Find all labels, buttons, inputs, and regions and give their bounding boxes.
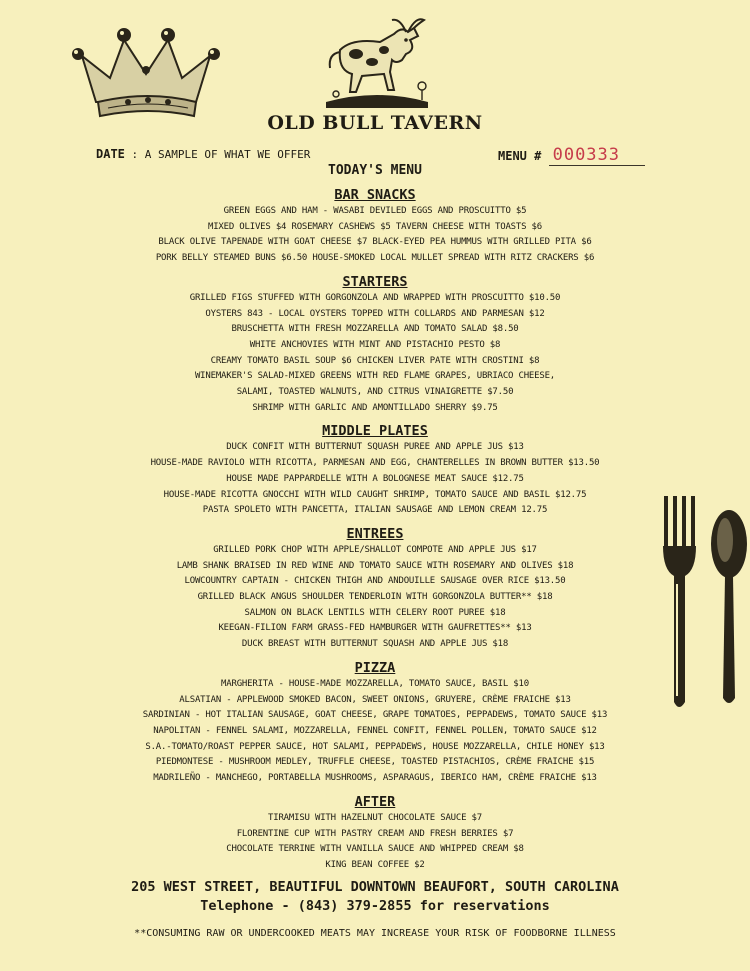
crown-icon	[68, 20, 228, 120]
phone: Telephone - (843) 379-2855 for reservations	[200, 898, 550, 914]
address: 205 WEST STREET, BEAUTIFUL DOWNTOWN BEAUFORT, SOUTH CAROLINA	[131, 879, 619, 895]
section-title: AFTER	[354, 793, 396, 810]
menu-item: LAMB SHANK BRAISED IN RED WINE AND TOMATO SAUCE WITH ROSEMARY AND OLIVES $18	[176, 560, 574, 571]
menu-item: HOUSE MADE PAPPARDELLE WITH A BOLOGNESE MEAT SAUCE $12.75	[226, 473, 524, 484]
menu-item: BRUSCHETTA WITH FRESH MOZZARELLA AND TOMATO SALAD $8.50	[231, 324, 519, 335]
menu-item: SHRIMP WITH GARLIC AND AMONTILLADO SHERRY $9.75	[252, 402, 498, 413]
section-title: PIZZA	[354, 659, 396, 676]
menu-item: TIRAMISU WITH HAZELNUT CHOCOLATE SAUCE $7	[268, 812, 482, 823]
section-starters	[0, 273, 750, 417]
menu-item: DUCK CONFIT WITH BUTTERNUT SQUASH PUREE AND APPLE JUS $13	[226, 442, 524, 453]
menu-item: GRILLED PORK CHOP WITH APPLE/SHALLOT COMPOTE AND APPLE JUS $17	[213, 544, 537, 555]
section-title: BAR SNACKS	[334, 187, 416, 203]
menu-item: SALAMI, TOASTED WALNUTS, AND CITRUS VINAIGRETTE $7.50	[236, 387, 514, 398]
health-warning: **CONSUMING RAW OR UNDERCOOKED MEATS MAY INCREASE YOUR RISK OF FOODBORNE ILLNESS	[134, 928, 616, 939]
menu-item: HOUSE-MADE RICOTTA GNOCCHI WITH WILD CAUGHT SHRIMP, TOMATO SAUCE AND BASIL $12.75	[163, 489, 587, 500]
menu-item: GRILLED FIGS STUFFED WITH GORGONZOLA AND WRAPPED WITH PROSCUITTO $10.50	[189, 292, 561, 303]
menu-item: PIEDMONTESE - MUSHROOM MEDLEY, TRUFFLE CHEESE, TOASTED PISTACHIOS, CRÈME FRAICHE $15	[155, 757, 595, 768]
menu-item: GRILLED BLACK ANGUS SHOULDER TENDERLOIN WITH GORGONZOLA BUTTER** $18	[197, 592, 553, 603]
menu-item: ALSATIAN - APPLEWOOD SMOKED BACON, SWEET ONIONS, GRUYERE, CRÈME FRAICHE $13	[179, 694, 571, 705]
bull-icon	[322, 10, 432, 110]
section-bar-snacks	[0, 186, 750, 267]
menu-item: KING BEAN COFFEE $2	[325, 859, 425, 870]
section-entrees	[0, 525, 750, 653]
section-after	[0, 793, 750, 874]
menu-item: HOUSE-MADE RAVIOLO WITH RICOTTA, PARMESAN AND EGG, CHANTERELLES IN BROWN BUTTER $13.50	[150, 458, 600, 469]
menu-item: MADRILEÑO - MANCHEGO, PORTABELLA MUSHROOMS, ASPARAGUS, IBERICO HAM, CRÈME FRAICHE $13	[153, 773, 597, 784]
fork-icon	[660, 496, 700, 712]
menu-number-label: MENU #	[498, 149, 542, 163]
menu-number-stamp: 000333	[549, 145, 645, 166]
menu-item: FLORENTINE CUP WITH PASTRY CREAM AND FRESH BERRIES $7	[236, 828, 514, 839]
menu-item: BLACK OLIVE TAPENADE WITH GOAT CHEESE $7 BLACK-EYED PEA HUMMUS WITH GRILLED PITA $6	[158, 237, 592, 248]
menu-item: CHOCOLATE TERRINE WITH VANILLA SAUCE AND WHIPPED CREAM $8	[226, 844, 524, 855]
menu-item: WINEMAKER'S SALAD-MIXED GREENS WITH RED FLAME GRAPES, UBRIACO CHEESE,	[194, 371, 556, 382]
menu-item: CREAMY TOMATO BASIL SOUP $6 CHICKEN LIVER PATE WITH CROSTINI $8	[210, 355, 540, 366]
menu-item: OYSTERS 843 - LOCAL OYSTERS TOPPED WITH COLLARDS AND PARMESAN $12	[205, 308, 545, 319]
menu-item: LOWCOUNTRY CAPTAIN - CHICKEN THIGH AND ANDOUILLE SAUSAGE OVER RICE $13.50	[184, 576, 566, 587]
menu-item: GREEN EGGS AND HAM - WASABI DEVILED EGGS AND PROSCUITTO $5	[223, 206, 527, 216]
menu-item: PASTA SPOLETO WITH PANCETTA, ITALIAN SAUSAGE AND LEMON CREAM 12.75	[202, 505, 548, 516]
section-title: MIDDLE PLATES	[322, 423, 428, 440]
menu-item: DUCK BREAST WITH BUTTERNUT SQUASH AND APPLE JUS $18	[241, 639, 509, 650]
date-line	[96, 147, 310, 161]
menu-item: SALMON ON BLACK LENTILS WITH CELERY ROOT PUREE $18	[244, 607, 506, 618]
menu-item: S.A.-TOMATO/ROAST PEPPER SAUCE, HOT SALAMI, PEPPADEWS, HOUSE MOZZARELLA, CHILE HONEY $13	[145, 741, 605, 752]
section-title: STARTERS	[342, 273, 408, 290]
menu-item: KEEGAN-FILION FARM GRASS-FED HAMBURGER WITH GAUFRETTES** $13	[218, 623, 532, 634]
menu-item: MIXED OLIVES $4 ROSEMARY CASHEWS $5 TAVERN CHEESE WITH TOASTS $6	[208, 221, 542, 232]
date-value: : A SAMPLE OF WHAT WE OFFER	[131, 148, 311, 161]
section-pizza	[0, 659, 750, 787]
restaurant-name: OLD BULL TAVERN	[267, 112, 483, 134]
menu-sections	[0, 186, 750, 874]
section-title: ENTREES	[346, 525, 404, 542]
menu-item: MARGHERITA - HOUSE-MADE MOZZARELLA, TOMATO SAUCE, BASIL $10	[221, 678, 529, 689]
menu-item: NAPOLITAN - FENNEL SALAMI, MOZZARELLA, FENNEL CONFIT, FENNEL POLLEN, TOMATO SAUCE $12	[153, 725, 597, 736]
menu-item: PORK BELLY STEAMED BUNS $6.50 HOUSE-SMOKED LOCAL MULLET SPREAD WITH RITZ CRACKERS $6	[155, 253, 595, 264]
date-label: DATE	[96, 147, 125, 161]
menu-item: SARDINIAN - HOT ITALIAN SAUSAGE, GOAT CHEESE, GRAPE TOMATOES, PEPPADEWS, TOMATO SAUCE $13	[142, 710, 608, 721]
todays-menu-heading: TODAY'S MENU	[328, 163, 422, 178]
footer-contact	[0, 878, 750, 916]
menu-item: WHITE ANCHOVIES WITH MINT AND PISTACHIO PESTO $8	[249, 339, 501, 350]
section-middle-plates	[0, 422, 750, 519]
spoon-icon	[708, 508, 750, 708]
